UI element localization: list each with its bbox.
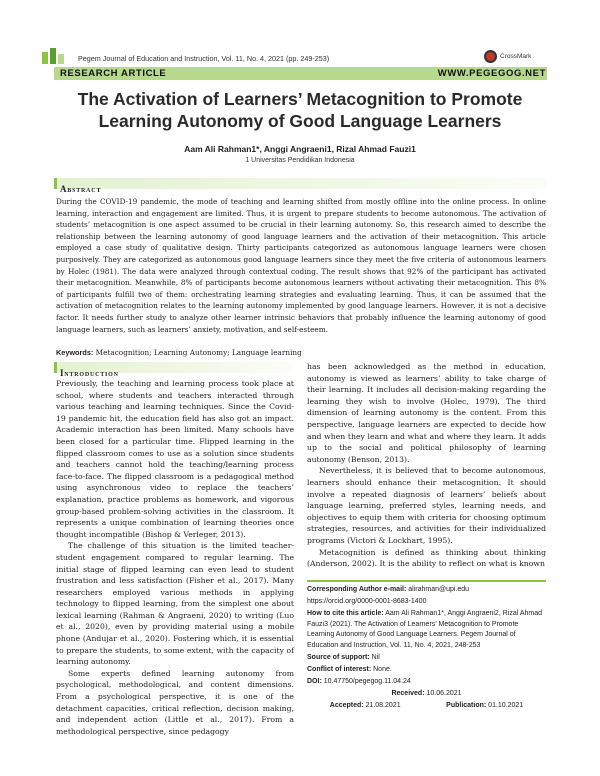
paragraph: Metacognition is defined as thinking about thinking (Anderson, 2002). It is the ability to reflect on what is known <box>307 547 546 569</box>
authors: Aam Ali Rahman1*, Anggi Angraeni1, Rizal Ahmad Fauzi1 <box>184 144 416 154</box>
corr-label: Corresponding Author e-mail: <box>307 586 407 593</box>
received-value: 10.06.2021 <box>426 690 462 698</box>
conflict-label: Conflict of interest: <box>307 666 372 674</box>
journal-info: Pegem Journal of Education and Instruction, Vol. 11, No. 4, 2021 (pp. 249-253) <box>78 54 330 63</box>
crossmark-badge[interactable] <box>484 48 544 64</box>
crossmark-label: CrossMark <box>500 52 532 60</box>
keywords-value: Metacognition; Learning Autonomy; Language learning <box>95 348 302 357</box>
paragraph: The challenge of this situation is the limited teacher-student engagement compared to regular learning. The initial stage of flipped learning can even lead to student frustration and less satisfaction (Fisher et al., 2017). Many researchers employed various methods in applying technology to flipped learning, from the simplest one about lexical learning (Rahman & Angraeni, 2020) to writing (Luo et al., 2020), even by providing material using a mobile phone (Andujar et al., 2020). Fostering which, it is essential to prepare the students, to some extent, with the capacity of learning autonomy. <box>56 541 294 667</box>
doi <box>307 677 546 688</box>
journal-website[interactable]: WWW.PEGEGOG.NET <box>437 68 546 79</box>
intro-heading-bar <box>54 362 292 378</box>
orcid-link[interactable]: https://orcid.org/0000-0001-8683-1400 <box>307 598 427 606</box>
column-1 <box>56 378 294 737</box>
cite-value: Aam Ali Rahman1*, Anggi Angraeni2, Rizal Ahmad Fauzi3 (2021). The Activation of Learners’ Metacognition to Promote Learning Autonomy of Good Language Learners. Pegem Journal of Education and Instruction, Vol. 11, No. 4, 2021, 248-253 <box>307 610 543 649</box>
accepted-value: 21.08.2021 <box>365 702 401 710</box>
dates-row <box>307 701 546 712</box>
keywords <box>56 348 546 357</box>
received-label: Received: <box>391 690 425 698</box>
received-date <box>307 689 546 700</box>
corr-email[interactable]: alirahman@upi.edu <box>408 586 470 593</box>
article-title <box>50 88 550 132</box>
affiliation: 1 Universitas Pendidikan Indonesia <box>245 157 355 164</box>
paragraph: has been acknowledged as the method in education, autonomy is viewed as learners’ ability to take charge of their learning. It includes all decision-making regarding the learning they wish to involve (Holec, 1979). The third dimension of learning autonomy is the content. From this perspective, language learners are expected to decide how and when they learn and what and where they learn. It adds up to the social and political philosophy of learning autonomy (Benson, 2013). <box>307 362 546 464</box>
title-line-2: Learning Autonomy of Good Language Learners <box>98 111 502 131</box>
citation <box>307 609 546 651</box>
journal-logo-icon <box>40 46 66 68</box>
article-type: RESEARCH ARTICLE <box>60 68 167 79</box>
column-2 <box>307 361 546 570</box>
crossmark-icon <box>484 50 497 63</box>
title-line-1: The Activation of Learners’ Metacognition to Promote <box>77 89 523 109</box>
intro-heading: Introduction <box>60 368 119 378</box>
abstract-text: During the COVID-19 pandemic, the mode of teaching and learning shifted from mostly offline into the online process. In online learning, interaction and engagement are limited. Thus, it is urgent to prepare students to become autonomous. The activation of students’ metacognition is one aspect assumed to be crucial in their learning autonomy. So, this research aimed to describe the relationship between the learning autonomy of good language learners and the activation of their metacognition. This article employed a case study of qualitative design. Thirty participants categorized as autonomous language learners were chosen purposively. They are categorized as autonomous good language learners since they meet the five criteria of autonomous learners by Holec (1981). The data were analyzed through contextual coding. The result shows that 92% of the participant has activated their metacognition. Meanwhile, 8% of participants become autonomous learners without activating their metacognition. This 8% of participants fulfill two of them: orchestrating learning strategies and evaluating learning. Thus, it can be assumed that the activation of metacognition relates to the learning autonomy implemented by good language learners. However, it is not a decisive factor. It needs further study to analyze other learner intrinsic behaviors that probably influence the learning autonomy of good language learners, such as learners’ anxiety, motivation, and self-esteem. <box>56 197 546 334</box>
doi-label: DOI: <box>307 678 322 686</box>
paragraph: Some experts defined learning autonomy from psychological, methodological, and content dimensions. From a psychological perspective, it is one of the detachment capacities, critical reflection, decision making, and independent action (Little et al., 2017). From a methodological perspective, since pedagogy <box>56 668 294 736</box>
article-info-box <box>307 580 546 714</box>
publication-value: 01.10.2021 <box>488 702 524 710</box>
publication-date <box>446 701 523 712</box>
accepted-date <box>330 701 401 712</box>
paragraph: Nevertheless, it is believed that to become autonomous, learners should enhance their metacognition. It should involve a repeated diagnosis of learners’ beliefs about language learning, preferred styles, learning needs, and objectives to equip them with criteria for choosing optimum strategies, resources, and activities for their individualized programs (Victori & Lockhart, 1995). <box>307 466 546 545</box>
support-value: Nil <box>371 654 380 662</box>
doi-value[interactable]: 10.47750/pegegog.11.04.24 <box>323 678 411 686</box>
cite-label: How to cite this article: <box>307 610 384 618</box>
paragraph: Previously, the teaching and learning process took place at school, where students and teachers interacted through various teaching and learning techniques. Since the Covid-19 pandemic hit, the education field has also got an impact. Academic interaction has been limited. Many schools have been closed for a particular time. Flipped learning in the flipped classroom comes to use as a solution since students and teachers cannot hold the teaching/learning process face-to-face. The flipped classroom is a pedagogical method using asynchronous video to replace the teachers’ explanation, practice problems as homework, and vigorous group-based problem-solving activities in the classroom. It represents a unique combination of learning theories once thought incompatible (Bishop & Verleger, 2013). <box>56 379 294 539</box>
support-label: Source of support: <box>307 654 370 662</box>
conflict-value: None. <box>373 666 392 674</box>
accepted-label: Accepted: <box>329 702 364 710</box>
abstract-heading: Abstract <box>60 184 102 194</box>
abstract-heading-bar <box>54 178 547 194</box>
publication-label: Publication: <box>446 702 487 710</box>
conflict-of-interest <box>307 665 546 676</box>
keywords-label: Keywords: <box>56 348 94 357</box>
source-of-support <box>307 653 546 664</box>
corresponding-author <box>307 585 546 596</box>
